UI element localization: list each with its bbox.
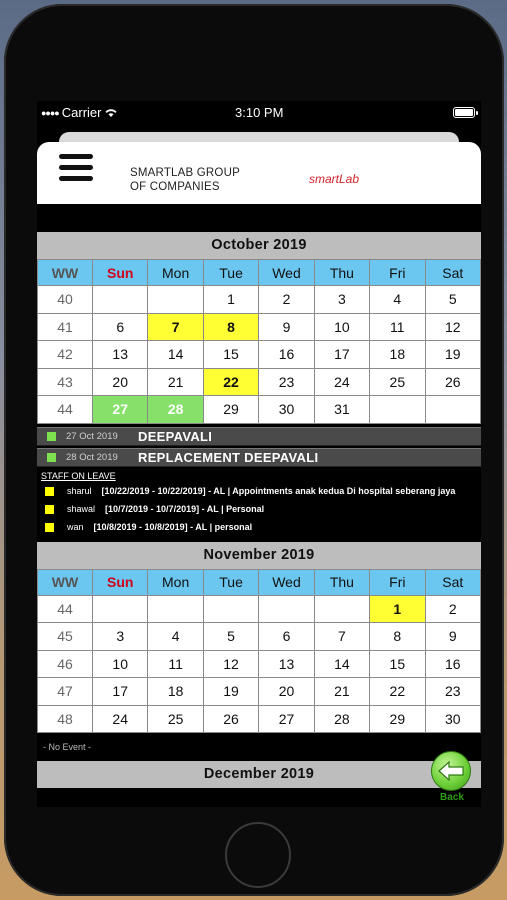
week-number: 46 — [38, 650, 93, 678]
leave-detail: [10/8/2019 - 10/8/2019] - AL | personal — [93, 521, 253, 532]
week-row — [38, 705, 481, 733]
day-cell[interactable]: 29 — [203, 396, 258, 424]
week-number: 40 — [38, 286, 93, 314]
no-event-label: - No Event - — [37, 733, 481, 761]
month-title-november: November 2019 — [37, 542, 481, 569]
day-cell[interactable]: 28 — [314, 705, 369, 733]
header-ww: WW — [38, 569, 93, 595]
day-cell[interactable]: 10 — [93, 650, 148, 678]
day-cell[interactable]: 21 — [148, 368, 203, 396]
leave-marker-icon — [45, 505, 54, 514]
month-title-october: October 2019 — [37, 232, 481, 259]
day-cell[interactable] — [93, 286, 148, 314]
day-cell[interactable]: 30 — [425, 705, 480, 733]
day-cell[interactable]: 9 — [259, 313, 314, 341]
week-number: 44 — [38, 396, 93, 424]
day-cell[interactable]: 19 — [203, 678, 258, 706]
day-cell-leave[interactable]: 7 — [148, 313, 203, 341]
october-events — [37, 424, 481, 534]
october-calendar — [37, 259, 481, 424]
event-row[interactable] — [37, 427, 481, 446]
header-tue: Tue — [203, 260, 258, 286]
day-cell[interactable]: 21 — [314, 678, 369, 706]
day-cell-leave[interactable]: 22 — [203, 368, 258, 396]
week-row — [38, 368, 481, 396]
week-number: 45 — [38, 623, 93, 651]
day-cell[interactable] — [314, 595, 369, 623]
day-cell[interactable]: 16 — [425, 650, 480, 678]
leave-staff-name: shawal — [67, 503, 96, 514]
leave-item — [37, 503, 481, 516]
day-cell[interactable]: 19 — [425, 341, 480, 369]
day-cell[interactable]: 18 — [370, 341, 425, 369]
leave-detail: [10/7/2019 - 10/7/2019] - AL | Personal — [105, 503, 265, 514]
header-fri: Fri — [370, 569, 425, 595]
phone-frame — [4, 4, 504, 896]
signal-dots-icon: ●●●● — [41, 107, 59, 118]
week-number: 42 — [38, 341, 93, 369]
status-bar — [37, 101, 481, 125]
day-cell[interactable]: 27 — [259, 705, 314, 733]
week-row — [38, 650, 481, 678]
wifi-icon — [104, 107, 118, 118]
clock: 3:10 PM — [235, 105, 284, 120]
day-cell[interactable]: 11 — [370, 313, 425, 341]
week-row — [38, 286, 481, 314]
day-cell[interactable]: 9 — [425, 623, 480, 651]
event-name: DEEPAVALI — [138, 428, 213, 444]
day-cell[interactable] — [425, 396, 480, 424]
leave-item — [37, 521, 481, 534]
header-thu: Thu — [314, 260, 369, 286]
event-row[interactable] — [37, 448, 481, 467]
week-row — [38, 623, 481, 651]
day-cell[interactable]: 15 — [203, 341, 258, 369]
day-cell[interactable]: 26 — [425, 368, 480, 396]
back-arrow-icon — [431, 751, 471, 791]
header-tue: Tue — [203, 569, 258, 595]
day-cell[interactable] — [148, 286, 203, 314]
header-fri: Fri — [370, 260, 425, 286]
leave-marker-icon — [45, 487, 54, 496]
week-row — [38, 595, 481, 623]
day-cell[interactable] — [93, 595, 148, 623]
back-button[interactable] — [431, 751, 473, 807]
battery-icon — [453, 107, 475, 118]
header-ww: WW — [38, 260, 93, 286]
day-cell[interactable] — [370, 396, 425, 424]
day-cell[interactable]: 7 — [314, 623, 369, 651]
calendar-content — [37, 232, 481, 788]
day-cell[interactable]: 15 — [370, 650, 425, 678]
day-cell[interactable]: 11 — [148, 650, 203, 678]
week-number: 43 — [38, 368, 93, 396]
company-line-2: OF COMPANIES — [130, 181, 220, 193]
day-cell[interactable]: 23 — [259, 368, 314, 396]
day-cell[interactable]: 26 — [203, 705, 258, 733]
day-cell[interactable]: 17 — [93, 678, 148, 706]
day-cell[interactable]: 12 — [425, 313, 480, 341]
company-name — [130, 166, 240, 194]
header-wed: Wed — [259, 569, 314, 595]
week-row — [38, 313, 481, 341]
day-cell[interactable]: 30 — [259, 396, 314, 424]
day-cell[interactable]: 14 — [148, 341, 203, 369]
day-cell[interactable]: 13 — [93, 341, 148, 369]
header-sat: Sat — [425, 260, 480, 286]
event-name: REPLACEMENT DEEPAVALI — [138, 449, 319, 465]
weekday-header-row — [38, 569, 481, 595]
week-number: 47 — [38, 678, 93, 706]
day-cell[interactable]: 23 — [425, 678, 480, 706]
day-cell[interactable]: 4 — [148, 623, 203, 651]
staff-on-leave-title: STAFF ON LEAVE — [41, 470, 116, 481]
header-sun: Sun — [93, 569, 148, 595]
leave-item — [37, 485, 481, 498]
event-date: 27 Oct 2019 — [66, 430, 118, 442]
weekday-header-row — [38, 260, 481, 286]
holiday-marker-icon — [47, 432, 56, 441]
november-calendar — [37, 569, 481, 734]
day-cell[interactable]: 1 — [203, 286, 258, 314]
app-header — [37, 142, 481, 204]
week-number: 41 — [38, 313, 93, 341]
header-wed: Wed — [259, 260, 314, 286]
day-cell[interactable]: 25 — [148, 705, 203, 733]
day-cell[interactable] — [203, 595, 258, 623]
day-cell[interactable]: 10 — [314, 313, 369, 341]
leave-marker-icon — [45, 523, 54, 532]
smartlab-logo — [309, 172, 359, 186]
day-cell[interactable] — [148, 595, 203, 623]
app-screen — [37, 101, 481, 807]
day-cell[interactable]: 18 — [148, 678, 203, 706]
header-spacer — [37, 204, 481, 232]
day-cell[interactable]: 13 — [259, 650, 314, 678]
day-cell[interactable]: 14 — [314, 650, 369, 678]
day-cell-leave[interactable]: 8 — [203, 313, 258, 341]
logo-smart: smart — [309, 172, 339, 186]
day-cell[interactable]: 20 — [93, 368, 148, 396]
week-number: 44 — [38, 595, 93, 623]
event-date: 28 Oct 2019 — [66, 451, 118, 463]
company-line-1: SMARTLAB GROUP — [130, 167, 240, 179]
day-cell[interactable]: 24 — [314, 368, 369, 396]
header-mon: Mon — [148, 569, 203, 595]
day-cell[interactable]: 20 — [259, 678, 314, 706]
day-cell[interactable]: 3 — [314, 286, 369, 314]
day-cell[interactable]: 25 — [370, 368, 425, 396]
day-cell[interactable]: 29 — [370, 705, 425, 733]
day-cell[interactable]: 3 — [93, 623, 148, 651]
day-cell[interactable]: 17 — [314, 341, 369, 369]
header-sat: Sat — [425, 569, 480, 595]
back-label: Back — [440, 792, 464, 803]
header-sun: Sun — [93, 260, 148, 286]
week-row — [38, 678, 481, 706]
day-cell[interactable]: 2 — [425, 595, 480, 623]
header-thu: Thu — [314, 569, 369, 595]
leave-detail: [10/22/2019 - 10/22/2019] - AL | Appointments anak kedua Di hospital seberang jaya — [101, 485, 456, 496]
day-cell[interactable]: 4 — [370, 286, 425, 314]
day-cell-holiday[interactable]: 28 — [148, 396, 203, 424]
day-cell[interactable]: 12 — [203, 650, 258, 678]
week-row — [38, 396, 481, 424]
holiday-marker-icon — [47, 453, 56, 462]
leave-staff-name: wan — [67, 521, 84, 532]
leave-staff-name: sharul — [67, 485, 92, 496]
carrier-label: Carrier — [61, 105, 102, 120]
home-button[interactable] — [225, 822, 291, 888]
header-mon: Mon — [148, 260, 203, 286]
day-cell[interactable]: 24 — [93, 705, 148, 733]
week-row — [38, 341, 481, 369]
carrier-status — [41, 105, 118, 120]
day-cell[interactable]: 22 — [370, 678, 425, 706]
day-cell[interactable] — [259, 595, 314, 623]
month-title-december: December 2019 — [37, 761, 481, 788]
day-cell[interactable]: 6 — [259, 623, 314, 651]
day-cell[interactable]: 8 — [370, 623, 425, 651]
day-cell[interactable]: 16 — [259, 341, 314, 369]
logo-lab: Lab — [339, 172, 360, 186]
day-cell[interactable]: 5 — [203, 623, 258, 651]
menu-icon[interactable] — [59, 154, 93, 184]
day-cell[interactable]: 6 — [93, 313, 148, 341]
day-cell-today[interactable]: 1 — [370, 595, 425, 623]
day-cell[interactable]: 31 — [314, 396, 369, 424]
day-cell[interactable]: 5 — [425, 286, 480, 314]
day-cell-holiday[interactable]: 27 — [93, 396, 148, 424]
week-number: 48 — [38, 705, 93, 733]
day-cell[interactable]: 2 — [259, 286, 314, 314]
